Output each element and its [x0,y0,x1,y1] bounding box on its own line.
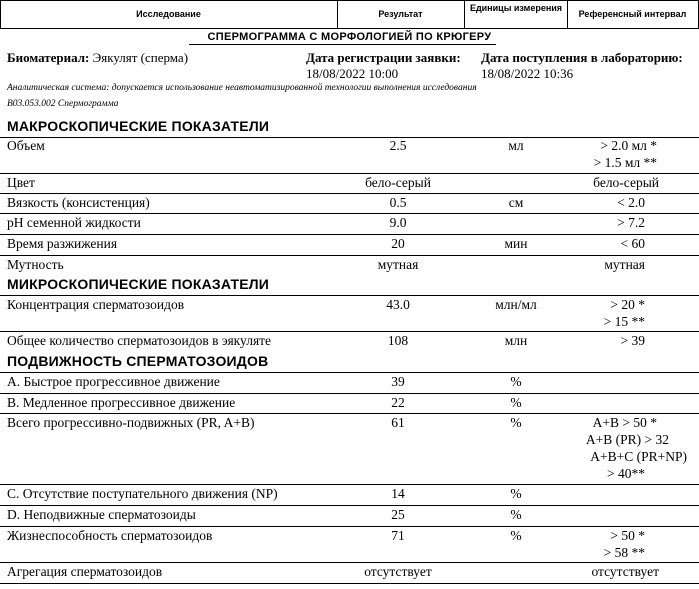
header-bottom-border [0,28,699,29]
biomaterial [7,50,188,66]
row-unit-liquefaction: мин [504,236,528,251]
section-microscopic: МИКРОСКОПИЧЕСКИЕ ПОКАЗАТЕЛИ [7,276,270,292]
row-result-non-progressive: 14 [391,486,405,501]
row-unit-total-progressive: % [510,415,522,430]
row-divider [0,193,699,194]
row-unit-rapid-progressive: % [510,374,522,389]
column-header-units: Единицы измерения [469,3,563,13]
row-name-vitality: Жизнеспособность сперматозоидов [7,528,213,543]
row-result-immotile: 25 [391,507,405,522]
service-code: B03.053.002 Спермограмма [7,99,119,109]
row-unit-non-progressive: % [510,486,522,501]
row-name-total-count: Общее количество сперматозоидов в эякуляте [7,333,272,348]
row-unit-total-count: млн [504,333,528,348]
row-result-turbidity: мутная [377,257,419,272]
row-result-slow-progressive: 22 [391,395,405,410]
row-name-aggregation: Агрегация сперматозоидов [7,564,163,579]
column-header-result: Результат [378,9,423,19]
row-name-viscosity: Вязкость (консистенция) [7,195,150,210]
row-result-rapid-progressive: 39 [391,374,405,389]
row-result-total-count: 108 [387,333,409,348]
row-name-volume: Объем [7,138,45,153]
lab-date-label: Дата поступления в лабораторию: [481,50,683,65]
row-result-vitality: 71 [391,528,405,543]
row-divider [0,255,699,256]
row-result-concentration: 43.0 [386,297,410,312]
biomaterial-value: Эякулят (сперма) [92,50,189,65]
section-divider [0,372,699,373]
row-ref-total-progressive-3: А+В+С (PR+NP) [590,449,687,464]
row-result-color: бело-серый [365,175,431,190]
row-unit-volume: мл [508,138,524,153]
row-ref-turbidity: мутная [604,257,645,272]
row-ref-vitality-1: > 50 * [610,528,645,543]
row-ref-liquefaction: < 60 [620,236,645,251]
row-result-viscosity: 0.5 [389,195,407,210]
row-ref-volume-1: > 2.0 мл * [600,138,657,153]
row-name-rapid-progressive: А. Быстрое прогрессивное движение [7,374,220,389]
row-name-total-progressive: Всего прогрессивно-подвижных (PR, A+B) [7,415,255,430]
row-divider [0,505,699,506]
registration-date-value: 18/08/2022 10:00 [306,66,399,81]
analytical-system-note: Аналитическая система: допускается использование неавтоматизированной технологии выполнения исследования [7,83,477,93]
row-result-volume: 2.5 [389,138,407,153]
row-ref-total-progressive-2: А+В (PR) > 32 [585,432,669,447]
row-unit-vitality: % [510,528,522,543]
row-divider [0,331,699,332]
registration-date-label: Дата регистрации заявки: [306,50,461,65]
row-divider [0,583,699,584]
row-result-aggregation: отсутствует [364,564,432,579]
row-result-total-progressive: 61 [391,415,405,430]
section-macroscopic: МАКРОСКОПИЧЕСКИЕ ПОКАЗАТЕЛИ [7,118,270,134]
row-name-color: Цвет [7,175,35,190]
section-divider [0,295,699,296]
row-name-non-progressive: С. Отсутствие поступательного движения (NP) [7,486,278,501]
lab-date-value: 18/08/2022 10:36 [481,66,574,81]
header-divider [464,0,465,29]
page-title: СПЕРМОГРАММА С МОРФОЛОГИЕЙ ПО КРЮГЕРУ [207,31,492,43]
row-divider [0,393,699,394]
row-ref-concentration-2: > 15 ** [603,314,645,329]
row-ref-color: бело-серый [593,175,659,190]
row-unit-concentration: млн/мл [495,297,537,312]
section-motility: ПОДВИЖНОСТЬ СПЕРМАТОЗОИДОВ [7,353,269,369]
row-ref-ph: > 7.2 [617,215,645,230]
row-ref-volume-2: > 1.5 мл ** [593,155,657,170]
row-name-slow-progressive: В. Медленное прогрессивное движение [7,395,236,410]
row-name-ph: pH семенной жидкости [7,215,141,230]
row-divider [0,413,699,414]
row-name-liquefaction: Время разжижения [7,236,118,251]
biomaterial-label: Биоматериал: [7,50,90,65]
row-divider [0,173,699,174]
row-divider [0,484,699,485]
row-divider [0,213,699,214]
title-underline [189,44,496,45]
row-unit-slow-progressive: % [510,395,522,410]
header-top-border [0,0,699,1]
row-ref-total-count: > 39 [620,333,645,348]
row-name-immotile: D. Неподвижные сперматозоиды [7,507,196,522]
row-ref-total-progressive-1: А+В > 50 * [592,415,657,430]
row-divider [0,234,699,235]
row-result-liquefaction: 20 [391,236,405,251]
row-ref-concentration-1: > 20 * [610,297,645,312]
row-result-ph: 9.0 [389,215,407,230]
row-divider [0,526,699,527]
row-unit-immotile: % [510,507,522,522]
row-ref-aggregation: отсутствует [591,564,659,579]
row-ref-vitality-2: > 58 ** [603,545,645,560]
row-ref-total-progressive-4: > 40** [607,466,645,481]
column-header-study: Исследование [136,9,201,19]
column-header-reference: Референсный интервал [578,9,687,19]
row-name-concentration: Концентрация сперматозоидов [7,297,185,312]
row-name-turbidity: Мутность [7,257,64,272]
row-divider [0,562,699,563]
row-ref-viscosity: < 2.0 [617,195,645,210]
row-unit-viscosity: см [508,195,524,210]
